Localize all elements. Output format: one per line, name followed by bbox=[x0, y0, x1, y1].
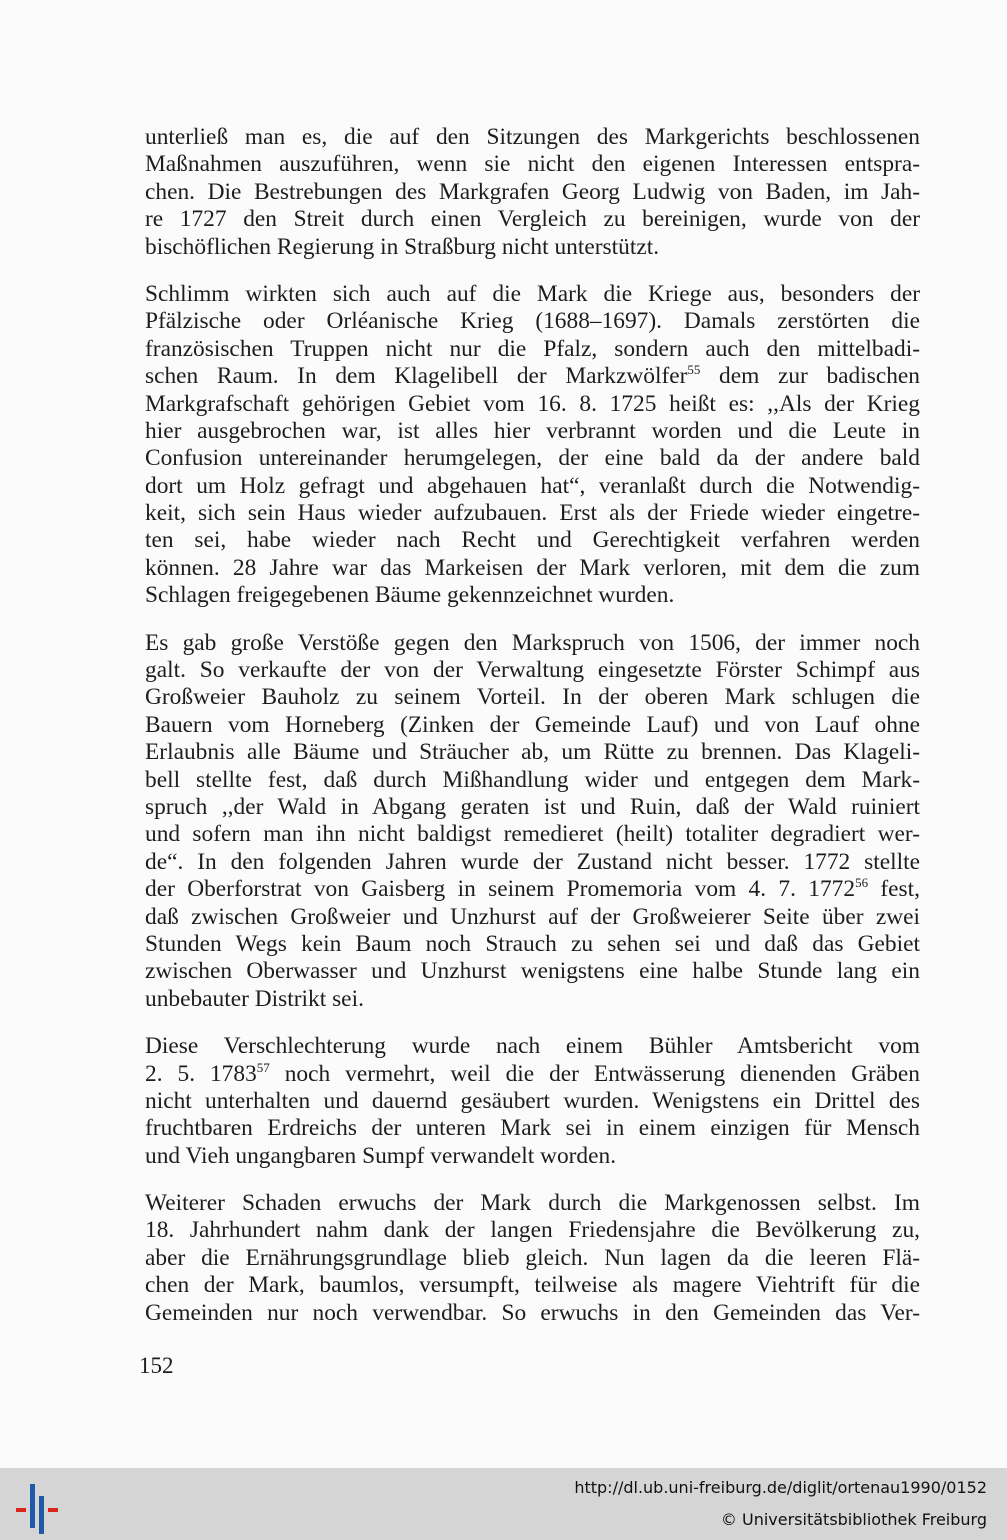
text-line: französischen Truppen nicht nur die Pfalz, sondern auch den mittelbadi- bbox=[145, 335, 920, 362]
text-line-with-footnote bbox=[145, 363, 920, 390]
footnote-marker: 55 bbox=[687, 362, 701, 378]
ub-freiburg-logo-icon bbox=[12, 1478, 64, 1534]
text-line: Maßnahmen auszuführen, wenn sie nicht den eigenen Interessen entspra- bbox=[145, 151, 920, 178]
paragraph-1 bbox=[145, 124, 920, 261]
text-line: hier ausgebrochen war, ist alles hier verbrannt worden und die Leute in bbox=[145, 417, 920, 444]
text-line: dort um Holz gefragt und abgehauen hat“, veranlaßt durch die Notwendig- bbox=[145, 472, 920, 499]
paragraph-2 bbox=[145, 281, 920, 610]
text-line: Diese Verschlechterung wurde nach einem Bühler Amtsbericht vom bbox=[145, 1033, 920, 1060]
text-line: Schlagen freigegebenen Bäume gekennzeichnet wurden. bbox=[145, 582, 675, 609]
text-line: und Vieh ungangbaren Sumpf verwandelt worden. bbox=[145, 1142, 617, 1169]
text-line: 18. Jahrhundert nahm dank der langen Friedensjahre die Bevölkerung zu, bbox=[145, 1217, 920, 1244]
text-line: unbebauter Distrikt sei. bbox=[145, 985, 364, 1012]
text-line: de“. In den folgenden Jahren wurde der Zustand nicht besser. 1772 stellte bbox=[145, 848, 920, 875]
text-fragment: noch vermehrt, weil die der Entwässerung dienenden Gräben bbox=[269, 1060, 920, 1087]
text-line: Stunden Wegs kein Baum noch Strauch zu sehen sei und daß das Gebiet bbox=[145, 930, 920, 957]
paragraph-4 bbox=[145, 1033, 920, 1170]
text-fragment: dem zur badischen bbox=[700, 363, 920, 390]
text-line: Pfälzische oder Orléanische Krieg (1688–1697). Damals zerstörten die bbox=[145, 308, 920, 335]
text-line: Gemeinden nur noch verwendbar. So erwuchs in den Gemeinden das Ver- bbox=[145, 1299, 920, 1326]
text-line: Es gab große Verstöße gegen den Markspruch von 1506, der immer noch bbox=[145, 629, 920, 656]
body-text bbox=[145, 124, 920, 1347]
text-line: aber die Ernährungsgrundlage blieb gleich. Nun lagen da die leeren Flä- bbox=[145, 1244, 920, 1271]
footnote-marker: 56 bbox=[855, 875, 869, 891]
text-line: Großweier Bauholz zu seinem Vorteil. In der oberen Mark schlugen die bbox=[145, 684, 920, 711]
text-line: spruch ,,der Wald in Abgang geraten ist und Ruin, daß der Wald ruiniert bbox=[145, 793, 920, 820]
footnote-marker: 57 bbox=[256, 1059, 270, 1075]
text-line: Markgrafschaft gehörigen Gebiet vom 16. 8. 1725 heißt es: ,,Als der Krieg bbox=[145, 390, 920, 417]
page-number: 152 bbox=[139, 1353, 174, 1378]
text-line: chen der Mark, baumlos, versumpft, teilweise als magere Viehtrift für die bbox=[145, 1272, 920, 1299]
text-fragment: schen Raum. In dem Klagelibell der Markzwölfer bbox=[145, 363, 688, 390]
text-line: keit, sich sein Haus wieder aufzubauen. Erst als der Friede wieder eingetre- bbox=[145, 500, 920, 527]
footer-bar bbox=[0, 1468, 1007, 1540]
text-line: bischöflichen Regierung in Straßburg nicht unterstützt. bbox=[145, 233, 660, 260]
text-fragment: der Oberforstrat von Gaisberg in seinem Promemoria vom 4. 7. 1772 bbox=[145, 876, 856, 903]
text-line: Bauern vom Horneberg (Zinken der Gemeinde Lauf) und von Lauf ohne bbox=[145, 711, 920, 738]
text-line: galt. So verkaufte der von der Verwaltung eingesetzte Förster Schimpf aus bbox=[145, 657, 920, 684]
paragraph-5 bbox=[145, 1190, 920, 1327]
text-line: chen. Die Bestrebungen des Markgrafen Georg Ludwig von Baden, im Jah- bbox=[145, 178, 920, 205]
text-line: bell stellte fest, daß durch Mißhandlung wider und entgegen dem Mark- bbox=[145, 766, 920, 793]
copyright-notice: © Universitätsbibliothek Freiburg bbox=[720, 1510, 987, 1529]
text-line: nicht unterhalten und dauernd gesäubert wurden. Wenigstens ein Drittel des bbox=[145, 1087, 920, 1114]
paragraph-3 bbox=[145, 630, 920, 1013]
text-line: Weiterer Schaden erwuchs der Mark durch die Markgenossen selbst. Im bbox=[145, 1190, 920, 1217]
text-line: Schlimm wirkten sich auch auf die Mark die Kriege aus, besonders der bbox=[145, 280, 920, 307]
text-line: ten sei, habe wieder nach Recht und Gerechtigkeit verfahren werden bbox=[145, 527, 920, 554]
text-line: daß zwischen Großweier und Unzhurst auf der Großweierer Seite über zwei bbox=[145, 903, 920, 930]
text-line: fruchtbaren Erdreichs der unteren Mark sei in einem einzigen für Mensch bbox=[145, 1115, 920, 1142]
text-line: Erlaubnis alle Bäume und Sträucher ab, um Rütte zu brennen. Das Klageli- bbox=[145, 739, 920, 766]
permalink-link[interactable]: http://dl.ub.uni-freiburg.de/diglit/ortenau1990/0152 bbox=[574, 1478, 987, 1497]
text-line: re 1727 den Streit durch einen Vergleich zu bereinigen, wurde von der bbox=[145, 206, 920, 233]
text-line-with-footnote bbox=[145, 1061, 920, 1088]
text-fragment: fest, bbox=[868, 876, 921, 903]
text-line: können. 28 Jahre war das Markeisen der Mark verloren, mit dem die zum bbox=[145, 554, 920, 581]
text-line: Confusion untereinander herumgelegen, der eine bald da der andere bald bbox=[145, 445, 920, 472]
text-fragment: 2. 5. 1783 bbox=[145, 1060, 257, 1087]
text-line-with-footnote bbox=[145, 876, 920, 903]
text-line: unterließ man es, die auf den Sitzungen des Markgerichts beschlossenen bbox=[145, 124, 920, 150]
text-line: und sofern man ihn nicht baldigst remedieret (heilt) totaliter degradiert wer- bbox=[145, 821, 920, 848]
text-line: zwischen Oberwasser und Unzhurst wenigstens eine halbe Stunde lang ein bbox=[145, 958, 920, 985]
